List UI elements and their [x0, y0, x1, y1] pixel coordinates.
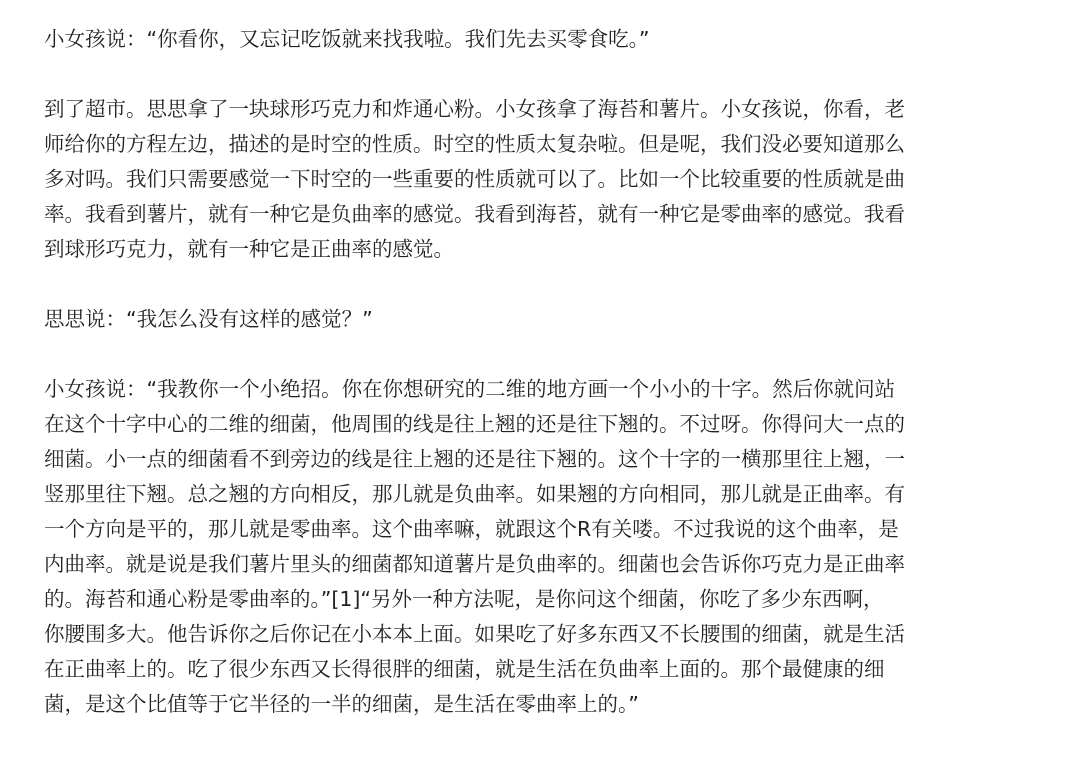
text-line: 到球形巧克力，就有一种它是正曲率的感觉。	[44, 237, 454, 261]
text-line: 小女孩说：“你看你，又忘记吃饭就来找我啦。我们先去买零食吃。”	[44, 27, 650, 51]
text-line: 竖那里往下翘。总之翘的方向相反，那儿就是负曲率。如果翘的方向相同，那儿就是正曲率。有	[44, 482, 905, 506]
text-line: 思思说：“我怎么没有这样的感觉？”	[44, 307, 373, 331]
text-line: 率。我看到薯片，就有一种它是负曲率的感觉。我看到海苔，就有一种它是零曲率的感觉。我看	[44, 202, 905, 226]
text-line: 细菌。小一点的细菌看不到旁边的线是往上翘的还是往下翘的。这个十字的一横那里往上翘，一	[44, 447, 905, 471]
text-line: 在正曲率上的。吃了很少东西又长得很胖的细菌，就是生活在负曲率上面的。那个最健康的细	[44, 657, 885, 681]
text-line: 师给你的方程左边，描述的是时空的性质。时空的性质太复杂啦。但是呢，我们没必要知道那么	[44, 132, 905, 156]
document-body	[44, 22, 1044, 757]
paragraph-1	[44, 22, 1044, 57]
text-line: 的。海苔和通心粉是零曲率的。”[1]“另外一种方法呢，是你问这个细菌，你吃了多少东西啊，	[44, 587, 884, 611]
text-line: 内曲率。就是说是我们薯片里头的细菌都知道薯片是负曲率的。细菌也会告诉你巧克力是正曲率	[44, 552, 905, 576]
text-line: 你腰围多大。他告诉你之后你记在小本本上面。如果吃了好多东西又不长腰围的细菌，就是生活	[44, 622, 905, 646]
text-line: 菌，是这个比值等于它半径的一半的细菌，是生活在零曲率上的。”	[44, 692, 639, 716]
paragraph-3	[44, 302, 1044, 337]
text-line: 一个方向是平的，那儿就是零曲率。这个曲率嘛，就跟这个R有关喽。不过我说的这个曲率，是	[44, 517, 899, 541]
text-line: 小女孩说：“我教你一个小绝招。你在你想研究的二维的地方画一个小小的十字。然后你就问站	[44, 377, 896, 401]
paragraph-4	[44, 372, 1044, 722]
text-line: 在这个十字中心的二维的细菌，他周围的线是往上翘的还是往下翘的。不过呀。你得问大一点的	[44, 412, 905, 436]
text-line: 多对吗。我们只需要感觉一下时空的一些重要的性质就可以了。比如一个比较重要的性质就是曲	[44, 167, 905, 191]
text-line: 到了超市。思思拿了一块球形巧克力和炸通心粉。小女孩拿了海苔和薯片。小女孩说，你看，老	[44, 97, 905, 121]
paragraph-2	[44, 92, 1044, 267]
